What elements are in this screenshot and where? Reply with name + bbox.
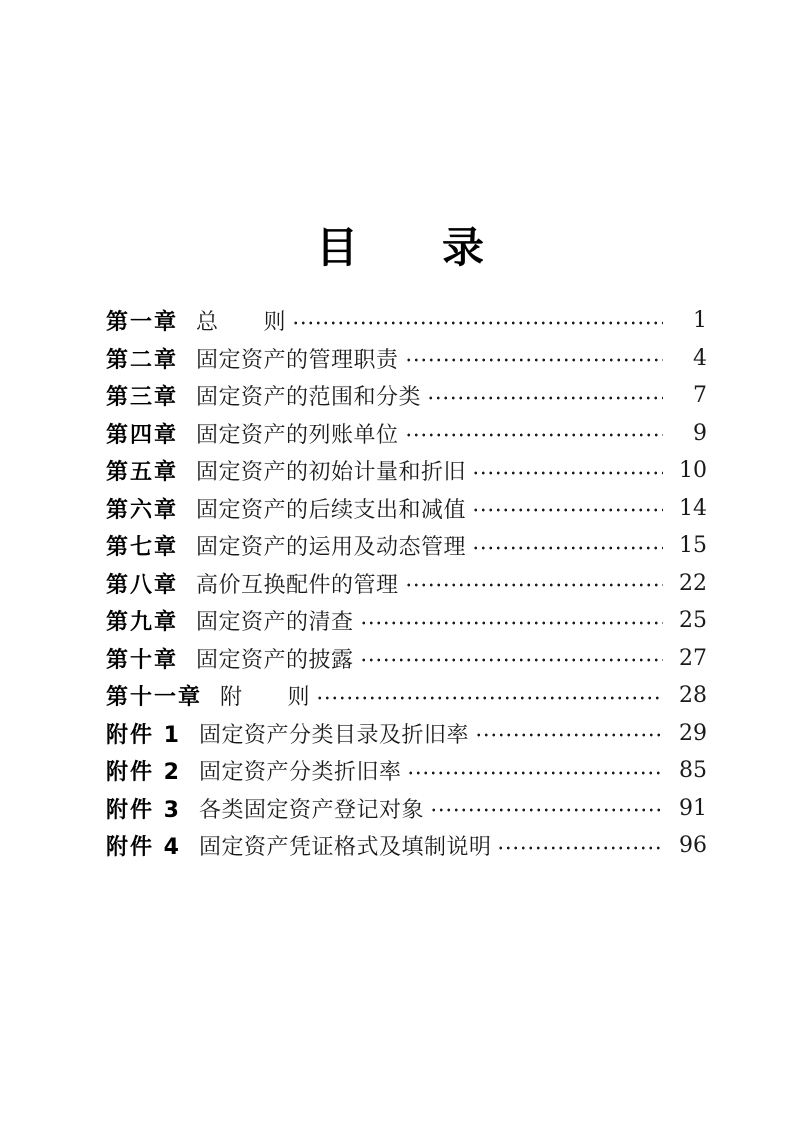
toc-entry-title: 固定资产的运用及动态管理 bbox=[196, 535, 467, 561]
toc-entry-page-number: 28 bbox=[679, 683, 707, 709]
dot-leader-icon bbox=[497, 845, 663, 851]
toc-entry-label: 附件 2 bbox=[106, 760, 181, 786]
toc-entry-title: 各类固定资产登记对象 bbox=[198, 797, 424, 823]
dot-leader-icon bbox=[292, 320, 663, 326]
toc-entry bbox=[106, 452, 707, 490]
toc-entry-title: 固定资产的初始计量和折旧 bbox=[196, 460, 467, 486]
dot-leader-icon bbox=[407, 770, 663, 776]
toc-entry-title: 高价互换配件的管理 bbox=[196, 572, 399, 598]
toc-entry-label: 第五章 bbox=[106, 460, 179, 486]
dot-leader-icon bbox=[405, 357, 663, 363]
toc-entry bbox=[106, 490, 707, 528]
toc-entry-page-number: 1 bbox=[693, 308, 707, 334]
toc-entry bbox=[106, 340, 707, 378]
dot-leader-icon bbox=[360, 620, 663, 626]
dot-leader-icon bbox=[360, 657, 663, 663]
toc-entry-title: 固定资产的清查 bbox=[196, 610, 354, 636]
toc-entry-page-number: 22 bbox=[679, 570, 707, 596]
toc-entry-page-number: 29 bbox=[679, 720, 707, 746]
toc-entry-title: 固定资产的披露 bbox=[196, 647, 354, 673]
toc-entry bbox=[106, 752, 707, 790]
dot-leader-icon bbox=[405, 432, 663, 438]
toc-entry-title: 固定资产分类目录及折旧率 bbox=[198, 722, 469, 748]
toc-entry-page-number: 4 bbox=[693, 345, 707, 371]
toc-entry-page-number: 15 bbox=[679, 533, 707, 559]
toc-entry bbox=[106, 715, 707, 753]
toc-entry-label: 第四章 bbox=[106, 422, 179, 448]
toc-entry-label: 第七章 bbox=[106, 535, 179, 561]
dot-leader-icon bbox=[475, 732, 663, 738]
toc-entry-page-number: 96 bbox=[679, 833, 707, 859]
toc-entry-label: 第六章 bbox=[106, 497, 179, 523]
toc-entry-page-number: 25 bbox=[679, 608, 707, 634]
toc-entry-label: 第九章 bbox=[106, 610, 179, 636]
dot-leader-icon bbox=[316, 695, 663, 701]
toc-entry-title: 固定资产的管理职责 bbox=[196, 347, 399, 373]
toc-list bbox=[0, 302, 800, 865]
toc-entry-title: 固定资产凭证格式及填制说明 bbox=[198, 835, 492, 861]
toc-entry bbox=[106, 677, 707, 715]
dot-leader-icon bbox=[472, 545, 663, 551]
toc-entry-title: 固定资产的后续支出和减值 bbox=[196, 497, 467, 523]
toc-entry bbox=[106, 790, 707, 828]
toc-entry-page-number: 14 bbox=[679, 495, 707, 521]
toc-entry bbox=[106, 302, 707, 340]
toc-entry-label: 第十一章 bbox=[106, 685, 203, 711]
dot-leader-icon bbox=[427, 395, 663, 401]
toc-entry bbox=[106, 602, 707, 640]
page-title: 目 录 bbox=[315, 223, 484, 272]
toc-entry-page-number: 10 bbox=[679, 458, 707, 484]
toc-entry-label: 第十章 bbox=[106, 647, 179, 673]
toc-entry bbox=[106, 565, 707, 603]
toc-entry-label: 附件 3 bbox=[106, 797, 181, 823]
toc-entry-label: 附件 1 bbox=[106, 722, 181, 748]
toc-entry-page-number: 91 bbox=[679, 795, 707, 821]
toc-entry-label: 第二章 bbox=[106, 347, 179, 373]
toc-entry-title: 固定资产的范围和分类 bbox=[196, 385, 422, 411]
dot-leader-icon bbox=[405, 582, 663, 588]
toc-entry-title: 固定资产的列账单位 bbox=[196, 422, 399, 448]
dot-leader-icon bbox=[472, 507, 663, 513]
toc-entry-label: 第八章 bbox=[106, 572, 179, 598]
toc-entry bbox=[106, 827, 707, 865]
toc-entry bbox=[106, 527, 707, 565]
toc-entry-label: 附件 4 bbox=[106, 835, 181, 861]
toc-entry bbox=[106, 640, 707, 678]
toc-entry-title: 总 则 bbox=[196, 310, 287, 336]
toc-entry-title: 固定资产分类折旧率 bbox=[198, 760, 402, 786]
dot-leader-icon bbox=[472, 470, 663, 476]
toc-entry-page-number: 9 bbox=[693, 420, 707, 446]
toc-entry-page-number: 7 bbox=[693, 383, 707, 409]
toc-entry-title: 附 则 bbox=[220, 685, 311, 711]
toc-entry-label: 第一章 bbox=[106, 310, 179, 336]
toc-entry-page-number: 27 bbox=[679, 645, 707, 671]
toc-entry-page-number: 85 bbox=[679, 758, 707, 784]
toc-entry bbox=[106, 377, 707, 415]
toc-entry-label: 第三章 bbox=[106, 385, 179, 411]
dot-leader-icon bbox=[430, 807, 663, 813]
toc-entry bbox=[106, 415, 707, 453]
